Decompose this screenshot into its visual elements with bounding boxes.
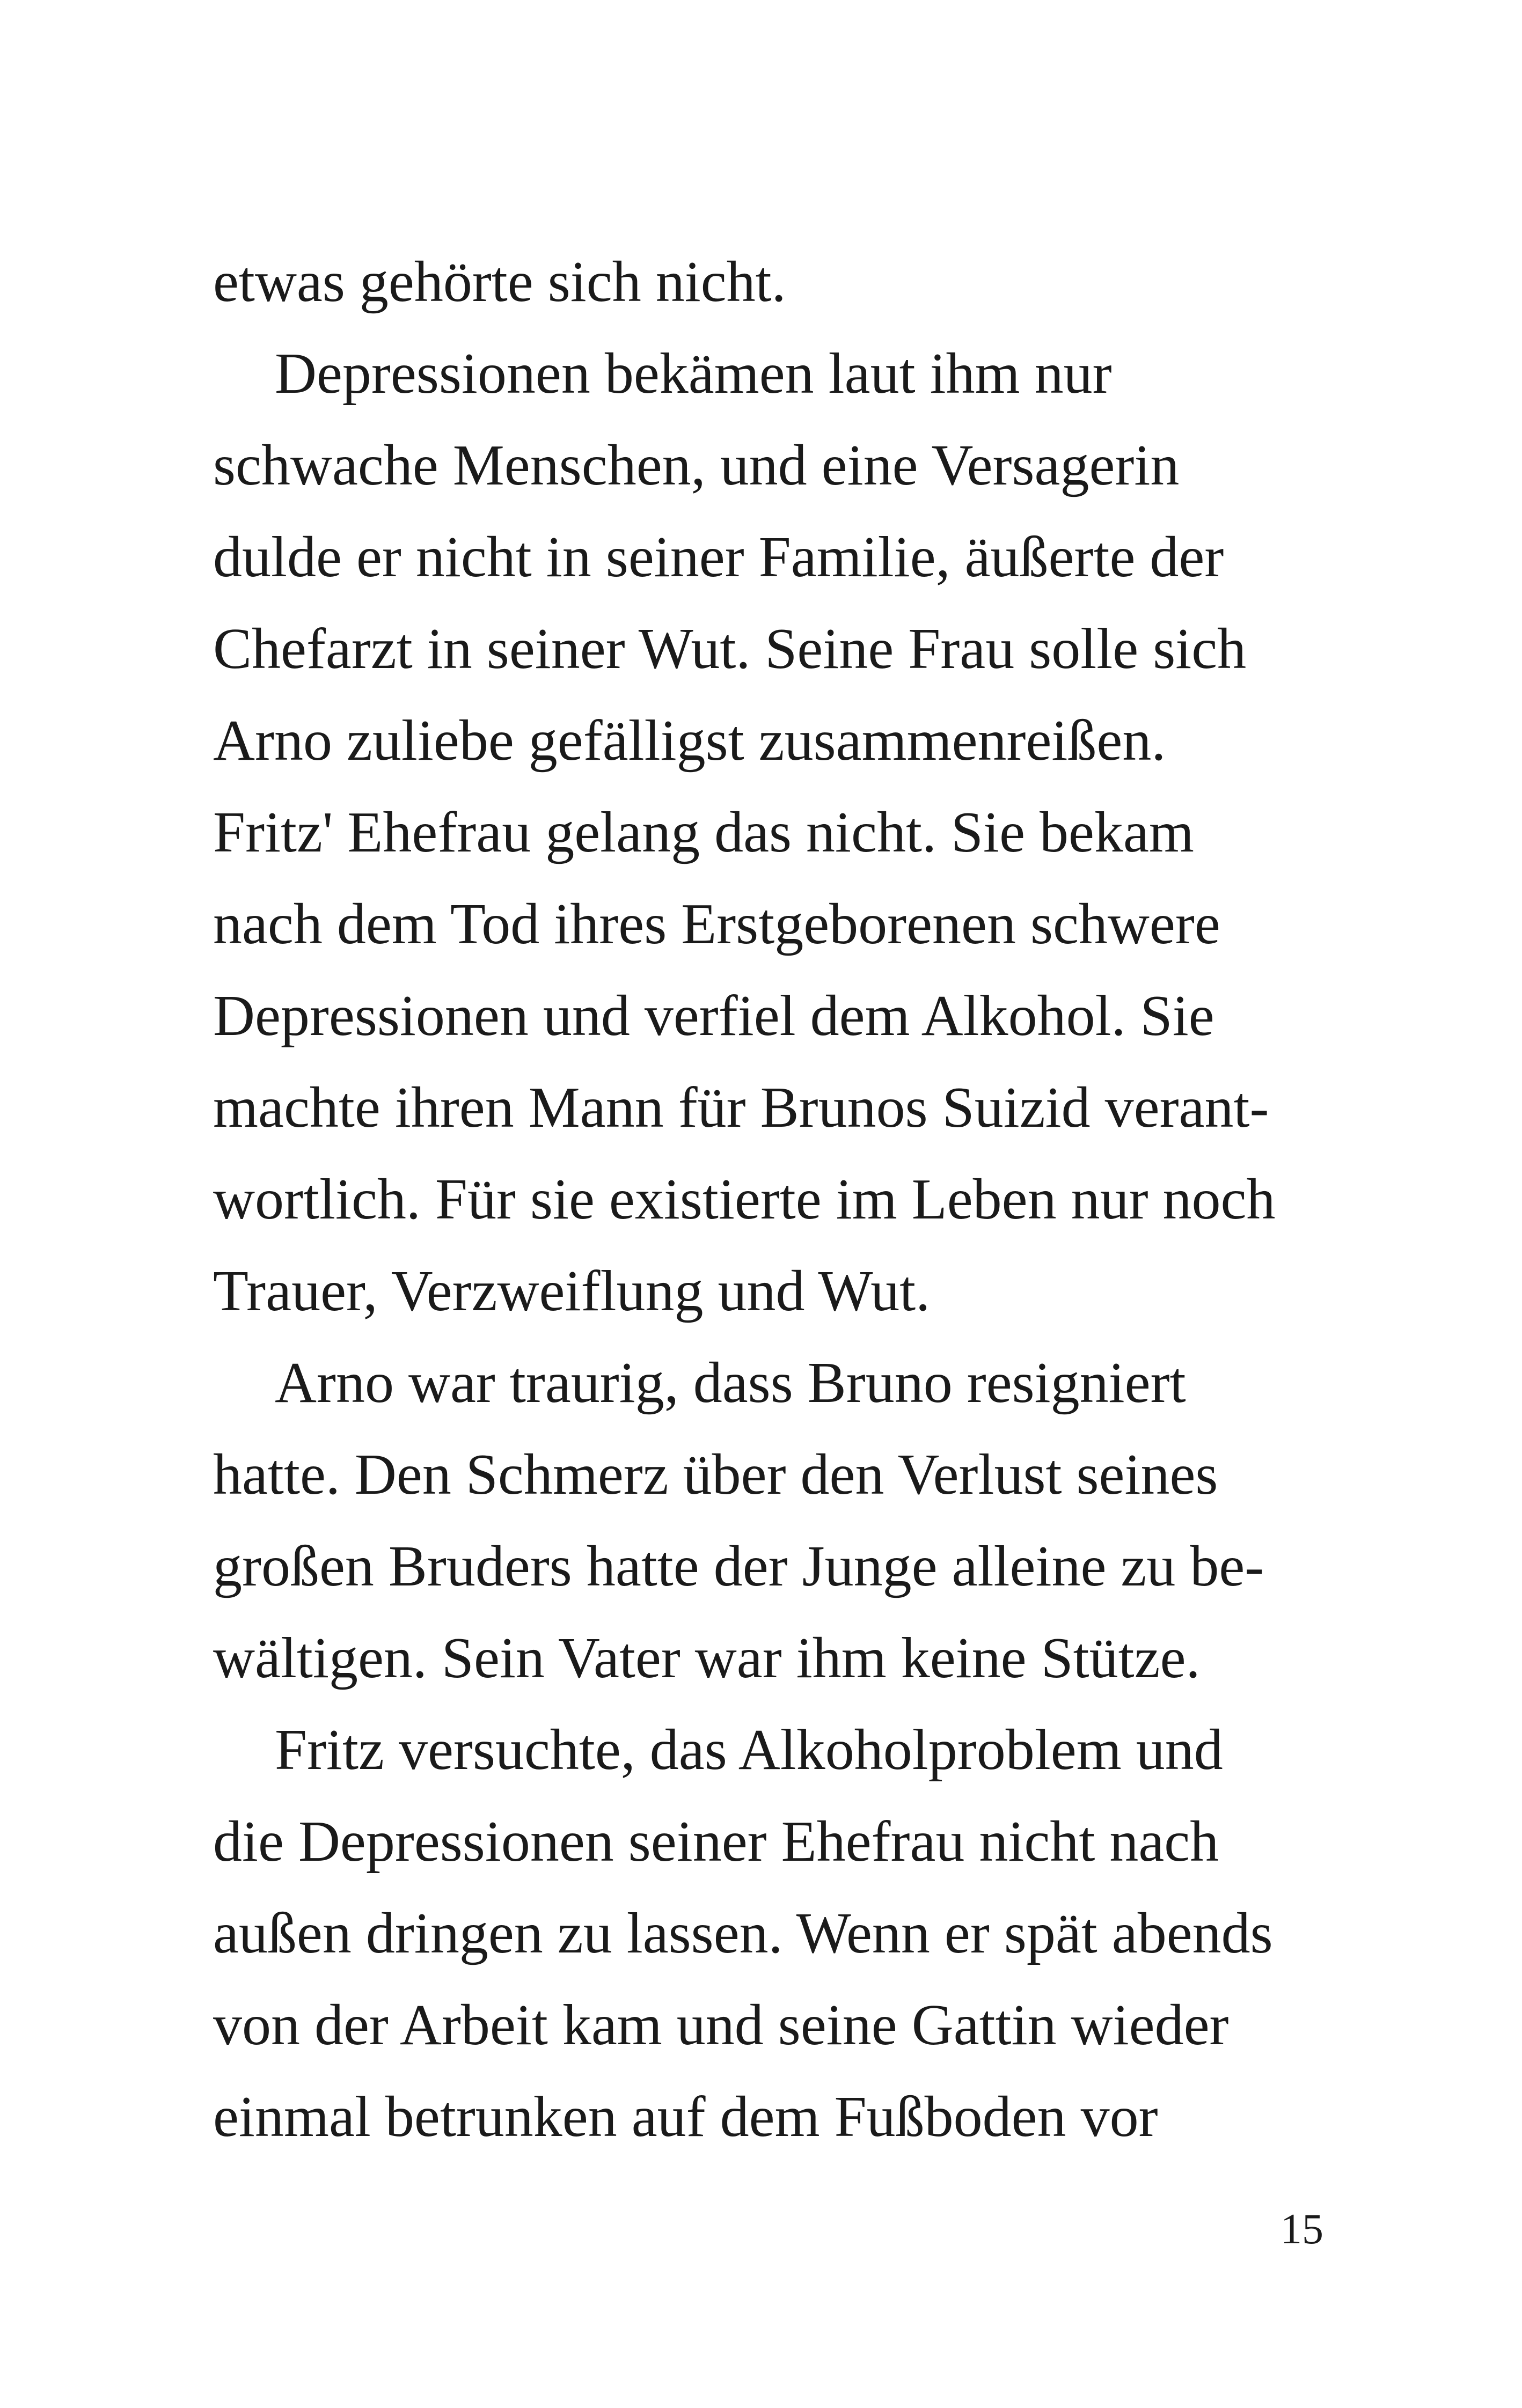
text-line: etwas gehörte sich nicht. <box>213 250 786 314</box>
text-line: nach dem Tod ihres Erstgeborenen schwere <box>213 892 1220 956</box>
text-line: von der Arbeit kam und seine Gattin wieder <box>213 1993 1229 2057</box>
text-line: schwache Menschen, und eine Versagerin <box>213 434 1180 497</box>
text-line: hatte. Den Schmerz über den Verlust seines <box>213 1443 1218 1507</box>
text-line: großen Bruders hatte der Junge alleine zu be- <box>213 1535 1264 1598</box>
text-line: Fritz versuchte, das Alkoholproblem und <box>275 1718 1223 1782</box>
text-line: wortlich. Für sie existierte im Leben nur noch <box>213 1168 1276 1231</box>
text-line: Trauer, Verzweiflung und Wut. <box>213 1259 931 1323</box>
text-line: einmal betrunken auf dem Fußboden vor <box>213 2085 1158 2149</box>
text-line: Arno war traurig, dass Bruno resigniert <box>275 1351 1186 1415</box>
text-line: machte ihren Mann für Brunos Suizid verant- <box>213 1076 1269 1140</box>
text-line: Depressionen und verfiel dem Alkohol. Sie <box>213 984 1214 1048</box>
text-line: Depressionen bekämen laut ihm nur <box>275 342 1112 406</box>
text-line: Arno zuliebe gefälligst zusammenreißen. <box>213 709 1166 773</box>
text-line: Fritz' Ehefrau gelang das nicht. Sie bekam <box>213 801 1194 864</box>
text-line: dulde er nicht in seiner Familie, äußerte der <box>213 525 1224 589</box>
text-line: die Depressionen seiner Ehefrau nicht nach <box>213 1810 1219 1874</box>
body-text <box>213 236 1329 2163</box>
text-line: wältigen. Sein Vater war ihm keine Stütze. <box>213 1626 1201 1690</box>
text-line: Chefarzt in seiner Wut. Seine Frau solle sich <box>213 617 1247 681</box>
text-line: außen dringen zu lassen. Wenn er spät abends <box>213 1902 1273 1965</box>
page-number: 15 <box>1280 2206 1323 2253</box>
